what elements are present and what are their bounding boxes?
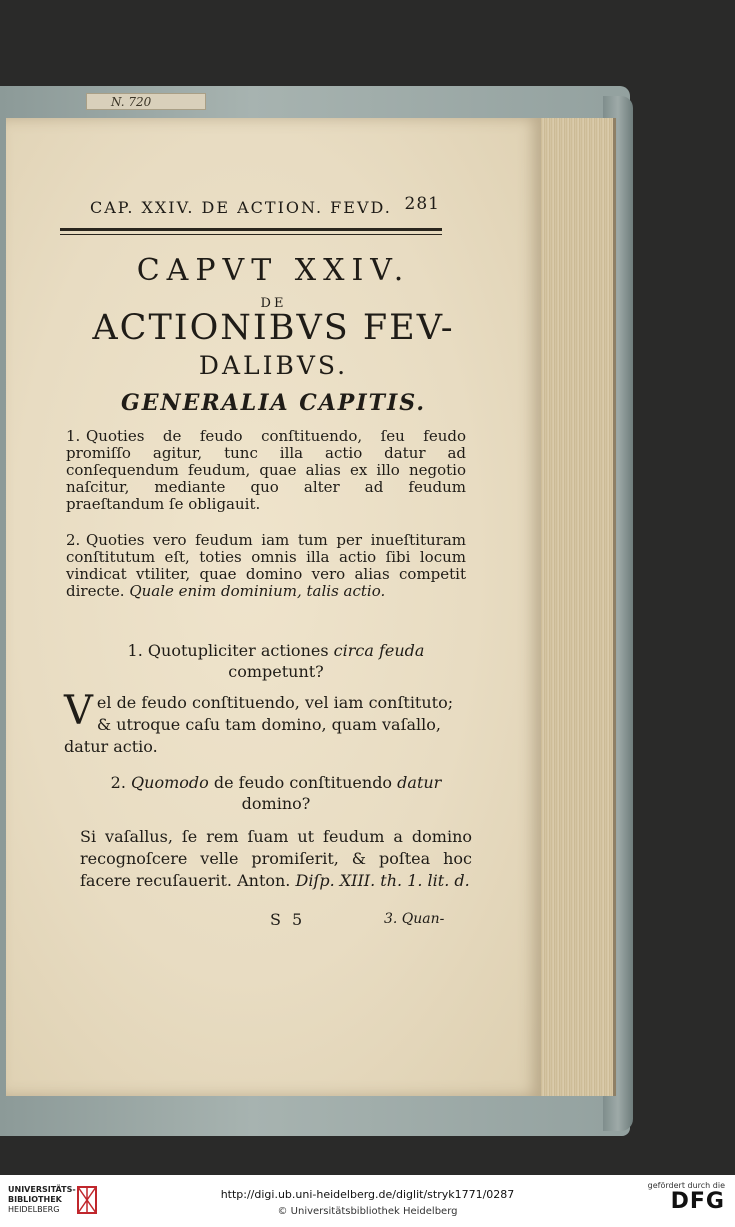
page-number: 281 bbox=[404, 194, 440, 214]
question-2 bbox=[86, 772, 466, 814]
dfg-wordmark: DFG bbox=[670, 1189, 725, 1214]
question-2-end: domino? bbox=[241, 794, 311, 813]
funded-by-text: gefördert durch die bbox=[647, 1181, 725, 1190]
running-head-title: CAP. XXIV. DE ACTION. FEVD. bbox=[90, 198, 392, 217]
chapter-number: CAPVT XXIV. bbox=[136, 253, 411, 288]
copyright-notice: © Universitätsbibliothek Heidelberg bbox=[277, 1206, 458, 1217]
question-1-text: Quotupliciter actiones bbox=[147, 641, 329, 660]
library-name-line3: HEIDELBERG bbox=[8, 1205, 60, 1214]
question-1-number: 1. bbox=[127, 641, 143, 660]
chapter-de: DE bbox=[260, 296, 287, 311]
generalia-heading: GENERALIA CAPITIS. bbox=[120, 390, 427, 416]
answer-2-text: Si vaſallus, ſe rem ſuam ut feudum a domino recognoſcere velle promiſerit, & poſtea hoc facere recuſauerit. Anton. bbox=[80, 827, 472, 890]
question-2-text: de feudo conſtituendo bbox=[213, 773, 393, 792]
question-2-number: 2. bbox=[110, 773, 126, 792]
question-1-end: competunt? bbox=[228, 662, 324, 681]
chapter-title-line1: ACTIONIBVS FEV- bbox=[92, 308, 455, 348]
running-head bbox=[90, 192, 440, 222]
answer-1 bbox=[64, 688, 464, 758]
question-2-italic-start: Quomodo bbox=[131, 773, 209, 792]
answer-2 bbox=[80, 826, 472, 892]
paragraph-2-number: 2. bbox=[66, 531, 81, 549]
question-1-italic: circa feuda bbox=[333, 641, 425, 660]
signature-mark: S 5 bbox=[270, 910, 306, 929]
paragraph-2-text: Quoties vero feudum iam tum per inueſtituram conſtitutum eſt, toties omnis illa actio ſibi locum vindicat vtiliter, quae domino vero alias competit directe. bbox=[66, 531, 466, 600]
paragraph-2 bbox=[66, 532, 466, 600]
paragraph-2-quote: Quale enim dominium, talis actio. bbox=[129, 582, 386, 600]
paragraph-1-text: Quoties de feudo conſtituendo, ſeu feudo promiſſo agitur, tunc illa actio datur ad conſequendum feudum, quae alias ex illo negotio naſcitur, mediante quo alter ad feudum praeſtandum ſe obligauit. bbox=[66, 427, 466, 513]
head-rule bbox=[60, 228, 442, 231]
catchword: 3. Quan- bbox=[384, 911, 445, 927]
drop-capital: V bbox=[64, 688, 93, 734]
viewer-footer bbox=[0, 1175, 735, 1227]
library-name-line1: UNIVERSITÄTS- bbox=[8, 1185, 76, 1194]
permalink-url[interactable]: http://digi.ub.uni-heidelberg.de/diglit/stryk1771/0287 bbox=[220, 1188, 515, 1201]
answer-2-citation: Diſp. XIII. th. 1. lit. d. bbox=[295, 871, 470, 890]
question-2-italic: datur bbox=[397, 773, 442, 792]
page-edges bbox=[535, 118, 616, 1096]
paragraph-1 bbox=[66, 428, 466, 513]
question-1 bbox=[86, 640, 466, 682]
answer-1-text: el de feudo conſtituendo, vel iam conſtituto; & utroque caſu tam domino, quam vaſallo, datur actio. bbox=[64, 693, 454, 756]
head-rule-thin bbox=[60, 234, 442, 235]
chapter-title-line2: DALIBVS. bbox=[198, 351, 349, 380]
book-page bbox=[6, 118, 541, 1096]
dfg-logo[interactable] bbox=[648, 1181, 725, 1214]
shelfmark-label: N. 720 bbox=[86, 93, 206, 110]
library-name-line2: BIBLIOTHEK bbox=[8, 1195, 62, 1204]
paragraph-1-number: 1. bbox=[66, 427, 81, 445]
